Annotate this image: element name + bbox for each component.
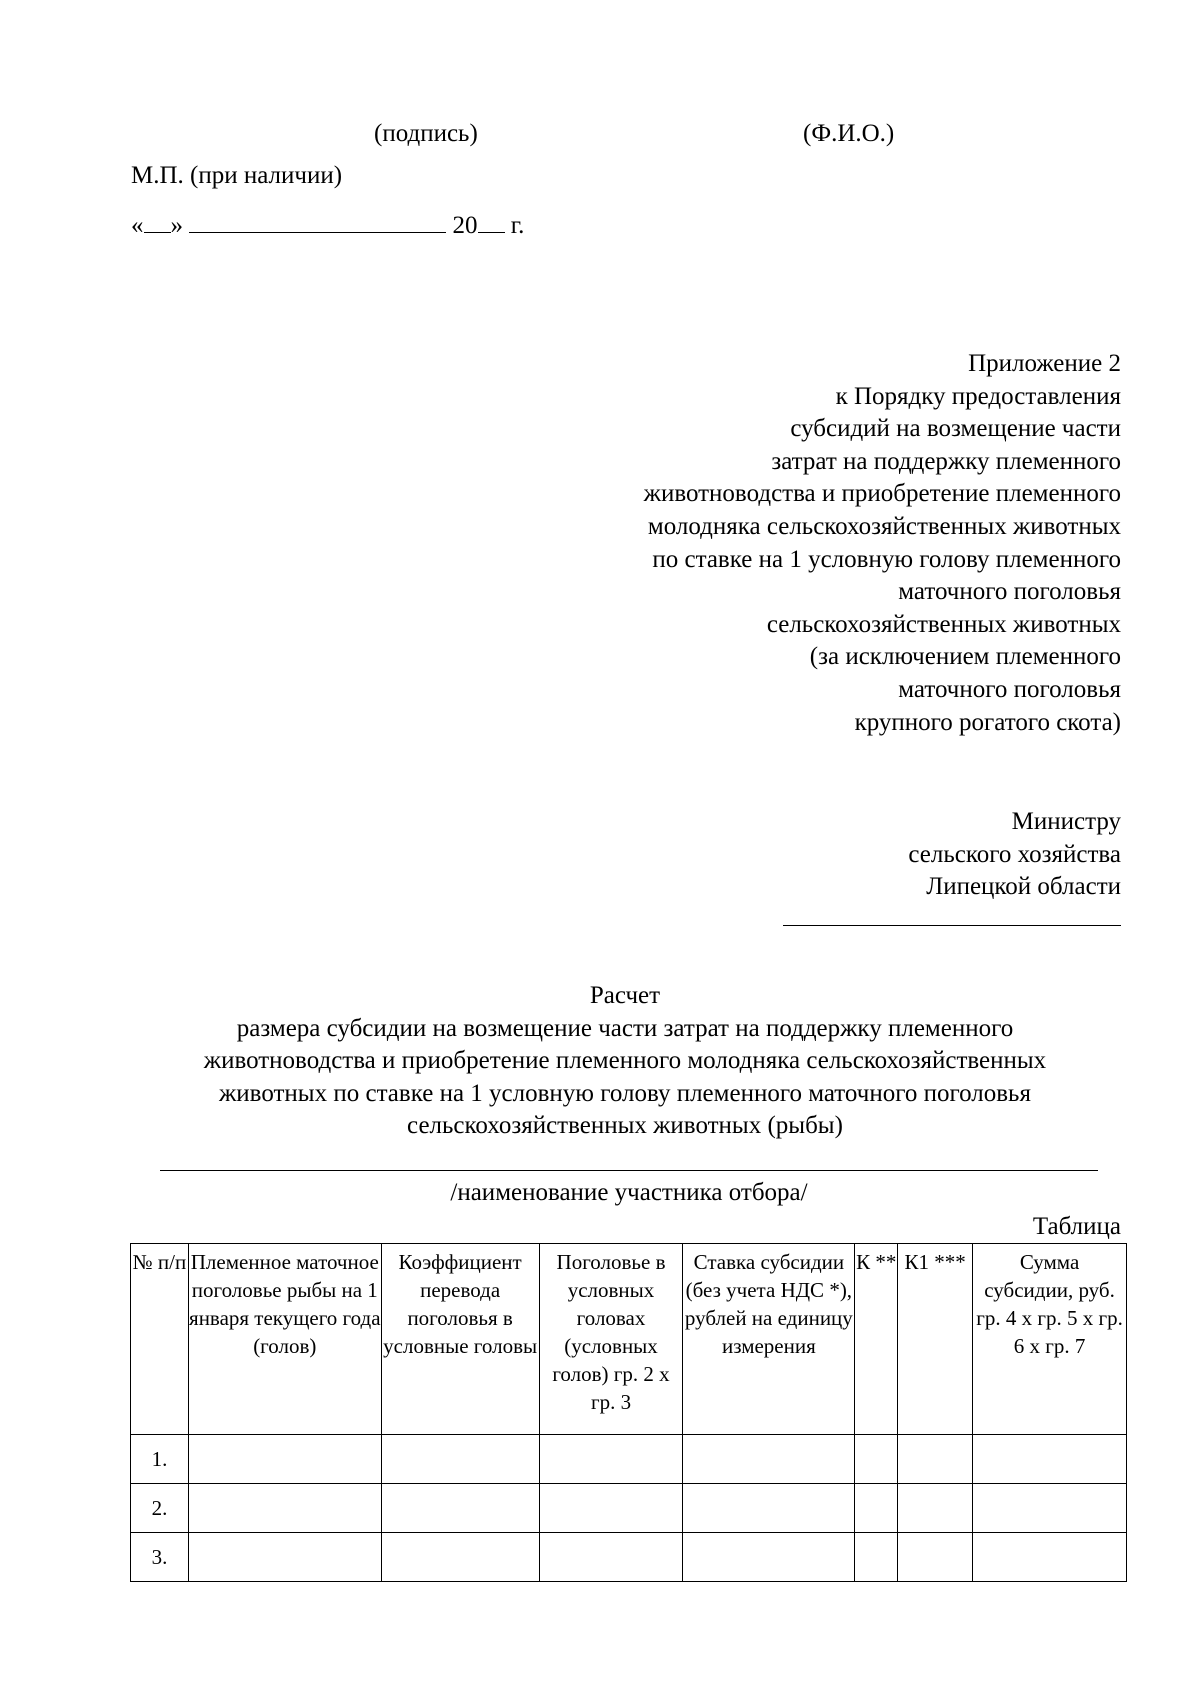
appendix-line: Приложение 2: [968, 350, 1121, 377]
signature-label: (подпись): [374, 120, 478, 147]
appendix-line: (за исключением племенного: [809, 643, 1121, 671]
appendix-line: сельскохозяйственных животных: [766, 610, 1121, 638]
appendix-line: молодняка сельскохозяйственных животных: [647, 512, 1121, 540]
header-conditional-heads: Поголовье в условных головах (условных голов) гр. 2 х гр. 3: [539, 1244, 683, 1435]
table-cell[interactable]: [855, 1435, 898, 1484]
table-row: [131, 1435, 1127, 1484]
table-row: [131, 1533, 1127, 1582]
stamp-label: М.П. (при наличии): [131, 162, 343, 189]
year-blank: [478, 207, 505, 233]
addressee-line: сельского хозяйства: [908, 840, 1121, 868]
day-blank: [144, 207, 171, 233]
month-blank: [189, 207, 446, 233]
table-cell[interactable]: [973, 1484, 1127, 1533]
table-cell[interactable]: [973, 1533, 1127, 1582]
table-row: [131, 1484, 1127, 1533]
table-header-row: [131, 1244, 1127, 1435]
date-line: [131, 207, 524, 242]
header-k1: К1 ***: [898, 1244, 973, 1435]
table-cell[interactable]: [188, 1484, 381, 1533]
row-number: 1.: [131, 1435, 189, 1484]
header-subsidy-rate: Ставка субсидии (без учета НДС *), рублей на единицу измерения: [683, 1244, 855, 1435]
title-line: животных по ставке на 1 условную голову племенного маточного поголовья: [219, 1079, 1031, 1107]
table-cell[interactable]: [855, 1533, 898, 1582]
table-cell[interactable]: [381, 1533, 539, 1582]
title-line: сельскохозяйственных животных (рыбы): [407, 1112, 843, 1140]
calculation-title: [100, 980, 1150, 1143]
date-quote-close: »: [170, 212, 183, 239]
table-cell[interactable]: [381, 1484, 539, 1533]
date-quote-open: «: [131, 212, 144, 239]
table-cell[interactable]: [188, 1533, 381, 1582]
addressee-blank-line: [783, 925, 1121, 926]
appendix-line: затрат на поддержку племенного: [771, 447, 1121, 475]
header-subsidy-amount: Сумма субсидии, руб. гр. 4 х гр. 5 х гр. 6 х гр. 7: [973, 1244, 1127, 1435]
header-k: К **: [855, 1244, 898, 1435]
participant-blank-line: [160, 1170, 1098, 1171]
header-breeding-stock: Племенное маточное поголовье рыбы на 1 января текущего года (голов): [188, 1244, 381, 1435]
calculation-table: [130, 1243, 1127, 1582]
appendix-line: маточного поголовья: [898, 578, 1121, 606]
table-cell[interactable]: [683, 1484, 855, 1533]
title-line: животноводства и приобретение племенного молодняка сельскохозяйственных: [203, 1047, 1047, 1075]
title-line: Расчет: [589, 982, 661, 1009]
table-cell[interactable]: [855, 1484, 898, 1533]
participant-caption: /наименование участника отбора/: [450, 1179, 808, 1206]
addressee-line: Министру: [1011, 808, 1121, 835]
name-label: (Ф.И.О.): [803, 120, 895, 147]
table-cell[interactable]: [683, 1435, 855, 1484]
appendix-line: к Порядку предоставления: [835, 382, 1121, 410]
table-cell[interactable]: [898, 1533, 973, 1582]
table-cell[interactable]: [898, 1484, 973, 1533]
addressee-block: [908, 806, 1121, 904]
date-suffix: г.: [510, 212, 525, 239]
table-cell[interactable]: [683, 1533, 855, 1582]
date-year: 20: [452, 212, 478, 239]
table-cell[interactable]: [381, 1435, 539, 1484]
table-cell[interactable]: [188, 1435, 381, 1484]
header-conversion-coefficient: Коэффициент перевода поголовья в условные головы: [381, 1244, 539, 1435]
appendix-line: маточного поголовья: [898, 675, 1121, 703]
table-cell[interactable]: [973, 1435, 1127, 1484]
table-cell[interactable]: [539, 1435, 683, 1484]
addressee-line: Липецкой области: [926, 873, 1121, 901]
header-number: № п/п: [131, 1244, 189, 1435]
appendix-heading: [644, 348, 1121, 739]
title-line: размера субсидии на возмещение части затрат на поддержку племенного: [236, 1014, 1014, 1042]
appendix-line: субсидий на возмещение части: [790, 415, 1121, 443]
row-number: 2.: [131, 1484, 189, 1533]
table-cell[interactable]: [539, 1533, 683, 1582]
appendix-line: по ставке на 1 условную голову племенного: [652, 545, 1121, 573]
table-cell[interactable]: [539, 1484, 683, 1533]
table-label: Таблица: [1032, 1213, 1121, 1240]
table-cell[interactable]: [898, 1435, 973, 1484]
row-number: 3.: [131, 1533, 189, 1582]
appendix-line: крупного рогатого скота): [854, 708, 1121, 736]
appendix-line: животноводства и приобретение племенного: [643, 480, 1121, 508]
